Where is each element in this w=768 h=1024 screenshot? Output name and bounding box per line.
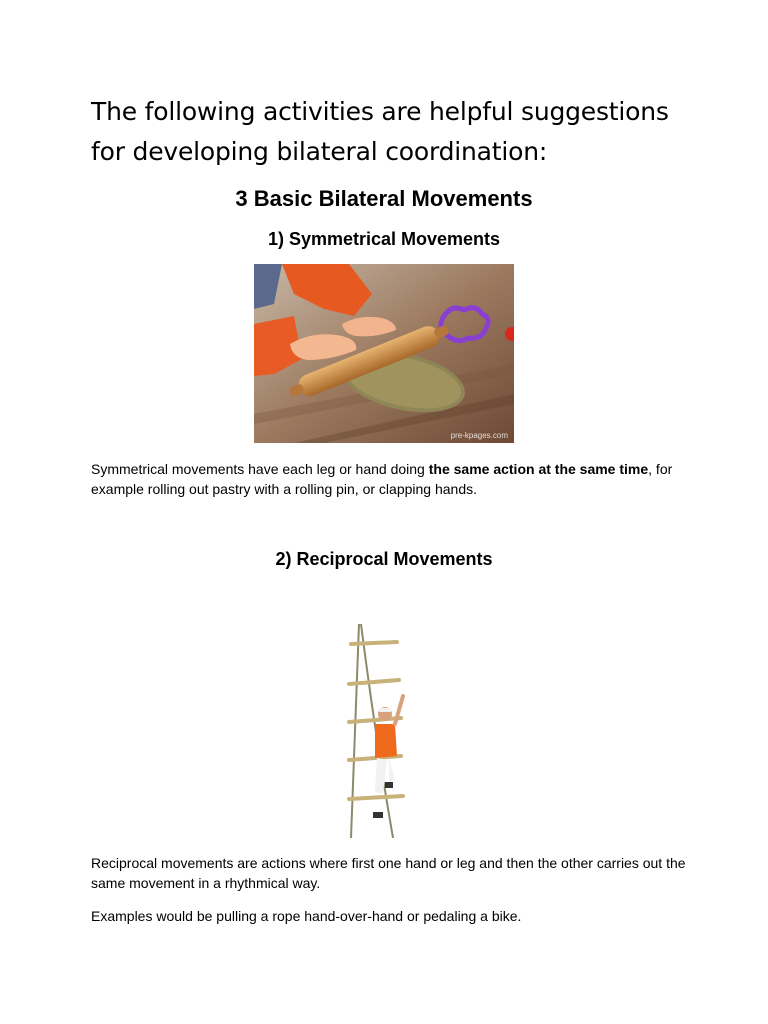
rolling-pin-photo [254,264,514,443]
rope-ladder-photo [345,624,405,838]
intro-text: The following activities are helpful suggestions for developing bilateral coordination: [91,97,669,166]
symmetrical-text-emphasis: the same action at the same time [428,461,649,477]
rope-ladder-illustration [345,624,405,838]
photo-watermark: pre-kpages.com [450,431,508,440]
reciprocal-examples: Examples would be pulling a rope hand-over-hand or pedaling a bike. [91,908,522,924]
reciprocal-description: Reciprocal movements are actions where first one hand or leg and then the other carries out the same movement in a rhythmical way. [91,855,686,891]
main-heading: 3 Basic Bilateral Movements [235,186,533,211]
reciprocal-heading: 2) Reciprocal Movements [275,549,493,569]
symmetrical-text-start: Symmetrical movements have each leg or hand doing [91,461,429,477]
symmetrical-description [91,459,691,499]
symmetrical-heading: 1) Symmetrical Movements [267,229,501,249]
rolling-pin-illustration [254,264,514,443]
symmetrical-text-end: , for example rolling out pastry with a rolling pin, or clapping hands. [91,461,673,497]
